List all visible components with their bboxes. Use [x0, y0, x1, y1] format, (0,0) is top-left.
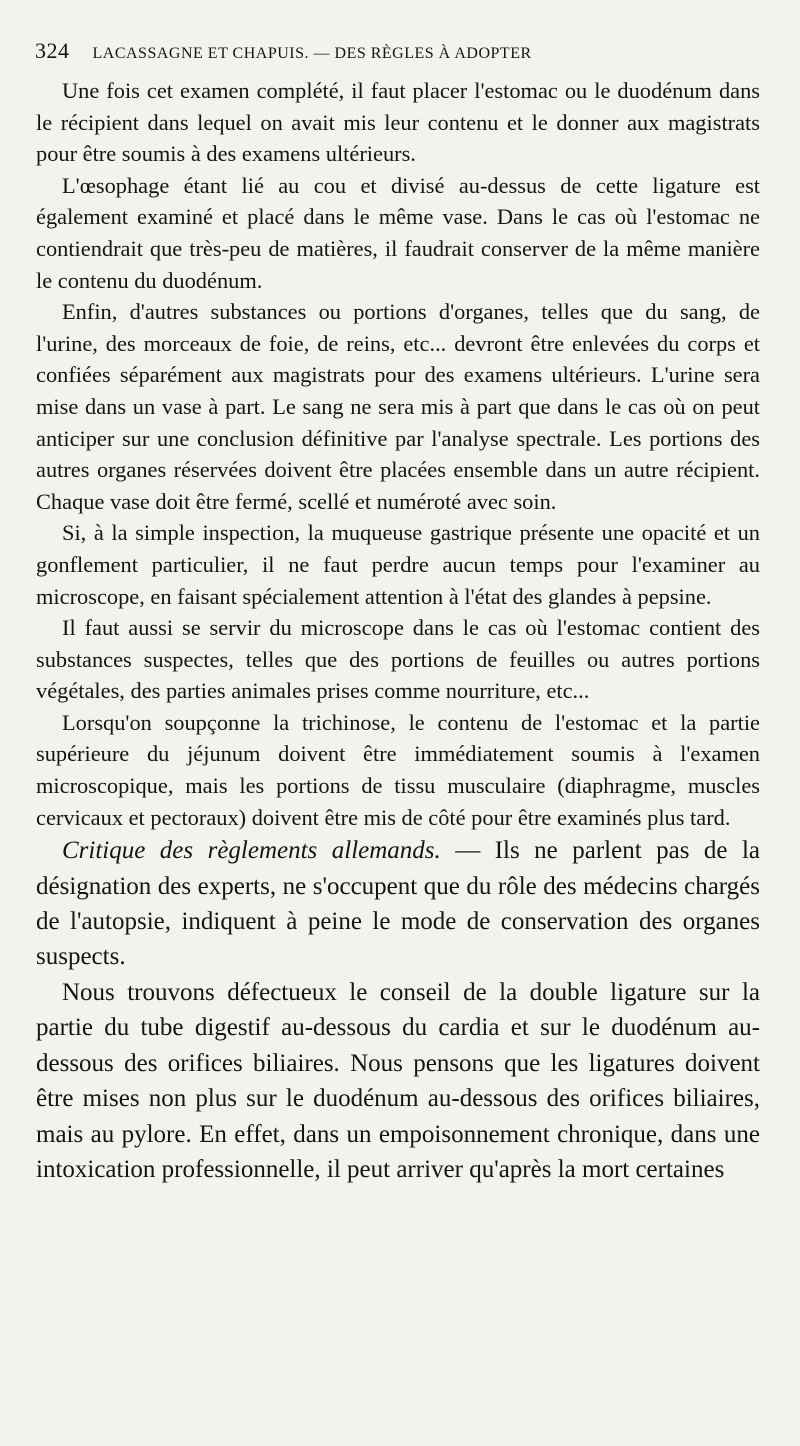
- paragraph: Nous trouvons défectueux le conseil de la double ligature sur la partie du tube digestif au-dessous du cardia et sur le duodénum au-dessous des orifices biliaires. Nous pensons que les ligatures doivent être mises non plus sur le duodénum au-dessous des orifices biliaires, mais au pylore. En effet, dans un empoisonnement chronique, dans une intoxication professionnelle, il peut arriver qu'après la mort certaines: [36, 978, 760, 1183]
- paragraph: Lorsqu'on soupçonne la trichinose, le contenu de l'estomac et la partie supérieure du jéjunum doivent être immédiatement soumis à l'examen microscopique, mais les portions de tissu musculaire (diaphragme, muscles cervicaux et pectoraux) doivent être mis de côté pour être examinés plus tard.: [36, 709, 760, 830]
- critique-heading: Critique des règlements allemands.: [62, 837, 441, 865]
- paragraph: Une fois cet examen complété, il faut placer l'estomac ou le duodénum dans le récipient dans lequel on avait mis leur contenu et le donner aux magistrats pour être soumis à des examens ultérieurs.: [36, 78, 760, 167]
- critique-paragraph: [36, 833, 760, 975]
- body-text: [36, 75, 760, 1187]
- critique-text: — Ils ne parlent pas de la désignation des experts, ne s'occupent que du rôle des médecins chargés de l'autopsie, indiquent à peine le mode de conservation des organes suspects.: [36, 837, 760, 971]
- running-title: LACASSAGNE ET CHAPUIS. — DES RÈGLES À ADOPTER: [92, 45, 532, 62]
- paragraph: L'œsophage étant lié au cou et divisé au-dessus de cette ligature est également examiné et placé dans le même vase. Dans le cas où l'estomac ne contiendrait que très-peu de matières, il faudrait conserver de la même manière le contenu du duodénum.: [36, 172, 760, 293]
- paragraph: Si, à la simple inspection, la muqueuse gastrique présente une opacité et un gonflement particulier, il ne faut perdre aucun temps pour l'examiner au microscope, en faisant spécialement attention à l'état des glandes à pepsine.: [36, 520, 760, 609]
- page-number: 324: [35, 38, 70, 63]
- paragraph: Il faut aussi se servir du microscope dans le cas où l'estomac contient des substances suspectes, telles que des portions de feuilles ou autres portions végétales, des parties animales prises comme nourriture, etc...: [36, 615, 760, 704]
- text-block-large: [36, 833, 760, 1187]
- text-block-small: [36, 75, 760, 833]
- running-header: [35, 38, 755, 68]
- paragraph: Enfin, d'autres substances ou portions d'organes, telles que du sang, de l'urine, des morceaux de foie, de reins, etc... devront être enlevées du corps et confiées séparément aux magistrats pour des examens ultérieurs. L'urine sera mise dans un vase à part. Le sang ne sera mis à part que dans le cas où on peut anticiper sur une conclusion définitive par l'analyse spectrale. Les portions des autres organes réservées doivent être placées ensemble dans un autre récipient. Chaque vase doit être fermé, scellé et numéroté avec soin.: [36, 299, 760, 514]
